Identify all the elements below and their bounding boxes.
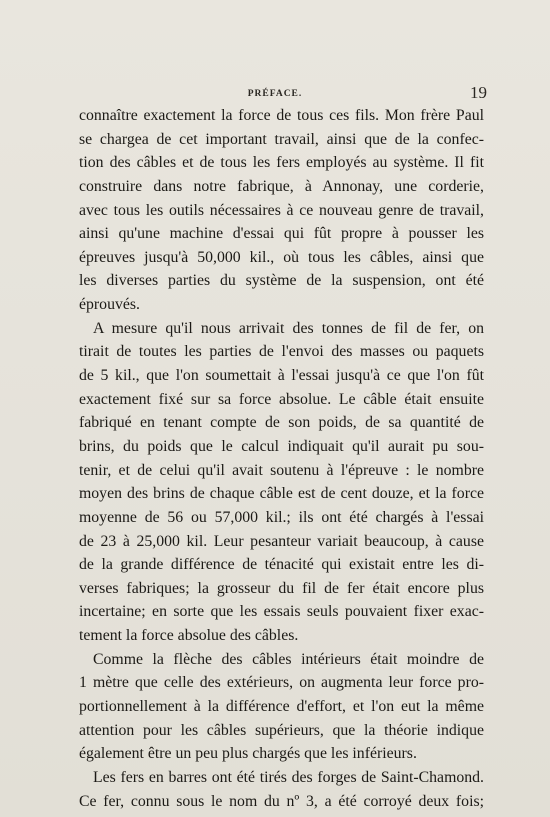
text-line: tion des câbles et de tous les fers employés au système. Il fit [79, 154, 484, 172]
text-line: portionnellement à la différence d'effort, et l'on eut la même [79, 698, 484, 716]
text-line: de 5 kil., que l'on soumettait à l'essai jusqu'à ce que l'on fût [79, 367, 484, 385]
text-line: épreuves jusqu'à 50,000 kil., où tous les câbles, ainsi que [79, 248, 484, 266]
text-line: de la grande différence de ténacité qui existait entre les di- [79, 556, 484, 574]
text-line: ainsi qu'une machine d'essai qui fût propre à pousser les [79, 225, 484, 243]
text-line: également être un peu plus chargés que les inférieurs. [79, 745, 417, 763]
text-line: fabriqué en tenant compte de son poids, de sa quantité de [79, 414, 484, 432]
text-line: se chargea de cet important travail, ainsi que de la confec- [79, 130, 484, 148]
text-line: avec tous les outils nécessaires à ce nouveau genre de travail, [79, 201, 484, 219]
text-line: 1 mètre que celle des extérieurs, on augmenta leur force pro- [79, 674, 484, 692]
paragraph-1 [79, 104, 484, 317]
paragraph-4 [79, 766, 484, 813]
paragraph-2 [79, 317, 484, 648]
text-line: verses fabriques; la grosseur du fil de fer était encore plus [79, 579, 484, 597]
text-line: attention pour les câbles supérieurs, que la théorie indique [79, 721, 484, 739]
text-line: tenir, et de celui qu'il avait soutenu à l'épreuve : le nombre [79, 461, 484, 479]
text-line: éprouvés. [79, 296, 140, 314]
text-line: Les fers en barres ont été tirés des forges de Saint-Chamond. [93, 768, 484, 786]
body-text [79, 104, 484, 813]
text-line: de 23 à 25,000 kil. Leur pesanteur variait beaucoup, à cause [79, 532, 484, 550]
text-line: construire dans notre fabrique, à Annonay, une corderie, [79, 177, 484, 195]
page-number: 19 [470, 83, 487, 102]
text-line: Comme la flèche des câbles intérieurs était moindre de [93, 650, 484, 668]
text-line: brins, du poids que le calcul indiquait qu'il aurait pu sou- [79, 437, 484, 455]
text-line: tement la force absolue des câbles. [79, 627, 299, 645]
paragraph-3 [79, 648, 484, 766]
text-line: exactement fixé sur sa force absolue. Le câble était ensuite [79, 390, 484, 408]
running-head: PRÉFACE. [247, 89, 303, 99]
text-line: incertaine; en sorte que les essais seuls pouvaient fixer exac- [79, 603, 484, 621]
text-line: moyenne de 56 ou 57,000 kil.; ils ont été chargés à l'essai [79, 508, 484, 526]
text-line: Ce fer, connu sous le nom du nº 3, a été corroyé deux fois; [79, 792, 484, 810]
text-line: tirait de toutes les parties de l'envoi des masses ou paquets [79, 343, 484, 361]
text-line: les diverses parties du système de la suspension, ont été [79, 272, 484, 290]
text-line: connaître exactement la force de tous ces fils. Mon frère Paul [79, 107, 484, 124]
text-line: moyen des brins de chaque câble est de cent douze, et la force [79, 485, 484, 503]
text-line: A mesure qu'il nous arrivait des tonnes de fil de fer, on [93, 319, 484, 337]
